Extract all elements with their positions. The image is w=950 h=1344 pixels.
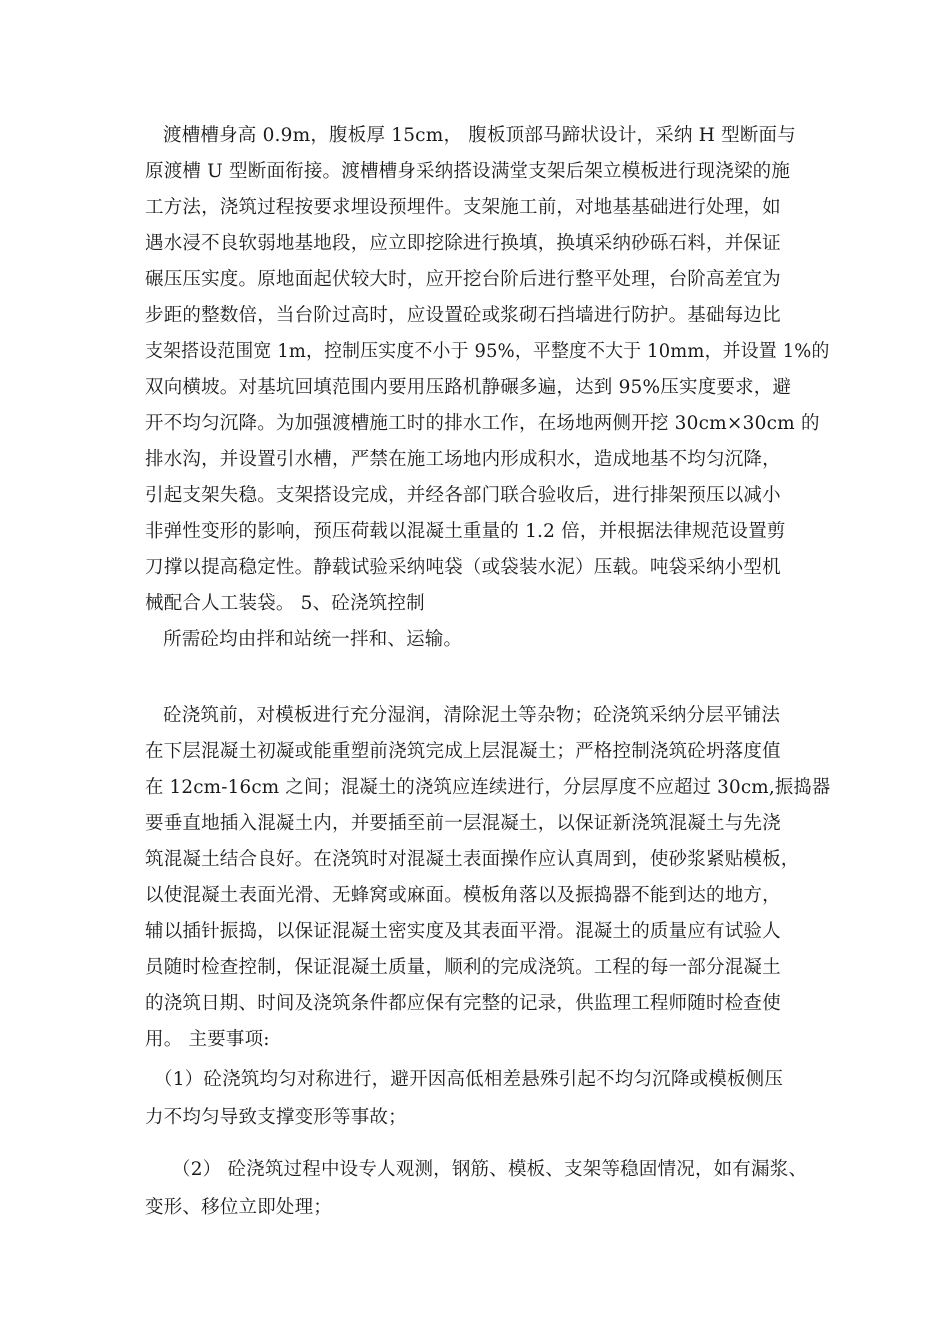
paragraph-1-line: 支架搭设范围宽 1m，控制压实度不小于 95%，平整度不大于 10mm，并设置 1%的: [145, 341, 830, 362]
paragraph-2: 所需砼均由拌和站统一拌和、运输。: [163, 629, 463, 650]
list-item-line: 变形、移位立即处理；: [145, 1197, 333, 1218]
paragraph-3-line: 砼浇筑前，对模板进行充分湿润，清除泥土等杂物；砼浇筑采纳分层平铺法: [163, 705, 781, 726]
list-item-line: 力不均匀导致支撑变形等事故；: [145, 1107, 407, 1128]
paragraph-1-line: 原渡槽 U 型断面衔接。渡槽槽身采纳搭设满堂支架后架立模板进行现浇梁的施: [145, 161, 791, 182]
paragraph-1-line: 工方法，浇筑过程按要求埋设预埋件。支架施工前，对地基基础进行处理，如: [145, 197, 781, 218]
paragraph-3-line: 筑混凝土结合良好。在浇筑时对混凝土表面操作应认真周到，使砂浆紧贴模板，: [145, 849, 800, 870]
paragraph-3-line: 以使混凝土表面光滑、无蜂窝或麻面。模板角落以及振捣器不能到达的地方，: [145, 885, 781, 906]
paragraph-3-line: 辅以插针振捣，以保证混凝土密实度及其表面平滑。混凝土的质量应有试验人: [145, 921, 781, 942]
paragraph-3-line: 用。 主要事项:: [145, 1029, 270, 1050]
paragraph-3-line: 在 12cm-16cm 之间；混凝土的浇筑应连续进行，分层厚度不应超过 30cm,振捣器: [145, 777, 831, 798]
paragraph-1-line: 排水沟，并设置引水槽，严禁在施工场地内形成积水，造成地基不均匀沉降，: [145, 449, 781, 470]
paragraph-3-line: 在下层混凝土初凝或能重塑前浇筑完成上层混凝土；严格控制浇筑砼坍落度值: [145, 741, 781, 762]
paragraph-1-line: 械配合人工装袋。 5、砼浇筑控制: [145, 593, 425, 614]
list-item-line: （2） 砼浇筑过程中设专人观测，钢筋、模板、支架等稳固情况，如有漏浆、: [172, 1159, 808, 1180]
paragraph-3-line: 的浇筑日期、时间及浇筑条件都应保有完整的记录，供监理工程师随时检查使: [145, 993, 781, 1014]
paragraph-3-line: 要垂直地插入混凝土内，并要插至前一层混凝土，以保证新浇筑混凝土与先浇: [145, 813, 781, 834]
paragraph-1-line: 双向横坡。对基坑回填范围内要用压路机静碾多遍，达到 95%压实度要求，避: [145, 377, 792, 398]
paragraph-3-line: 员随时检查控制，保证混凝土质量，顺利的完成浇筑。工程的每一部分混凝土: [145, 957, 781, 978]
paragraph-1-line: 开不均匀沉降。为加强渡槽施工时的排水工作，在场地两侧开挖 30cm×30cm 的: [145, 413, 820, 434]
paragraph-1-line: 非弹性变形的影响，预压荷载以混凝土重量的 1.2 倍，并根据法律规范设置剪: [145, 521, 786, 542]
paragraph-1-line: 碾压压实度。原地面起伏较大时，应开挖台阶后进行整平处理，台阶高差宜为: [145, 269, 781, 290]
paragraph-1-line: 引起支架失稳。支架搭设完成，并经各部门联合验收后，进行排架预压以减小: [145, 485, 781, 506]
paragraph-1-line: 渡槽槽身高 0.9m，腹板厚 15cm， 腹板顶部马蹄状设计，采纳 H 型断面与: [163, 125, 796, 146]
paragraph-1-line: 刀撑以提高稳定性。静载试验采纳吨袋（或袋装水泥）压载。吨袋采纳小型机: [145, 557, 781, 578]
paragraph-1-line: 步距的整数倍，当台阶过高时，应设置砼或浆砌石挡墙进行防护。基础每边比: [145, 305, 781, 326]
list-item-line: （1）砼浇筑均匀对称进行，避开因高低相差悬殊引起不均匀沉降或模板侧压: [154, 1069, 784, 1090]
paragraph-1-line: 遇水浸不良软弱地基地段，应立即挖除进行换填，换填采纳砂砾石料，并保证: [145, 233, 781, 254]
